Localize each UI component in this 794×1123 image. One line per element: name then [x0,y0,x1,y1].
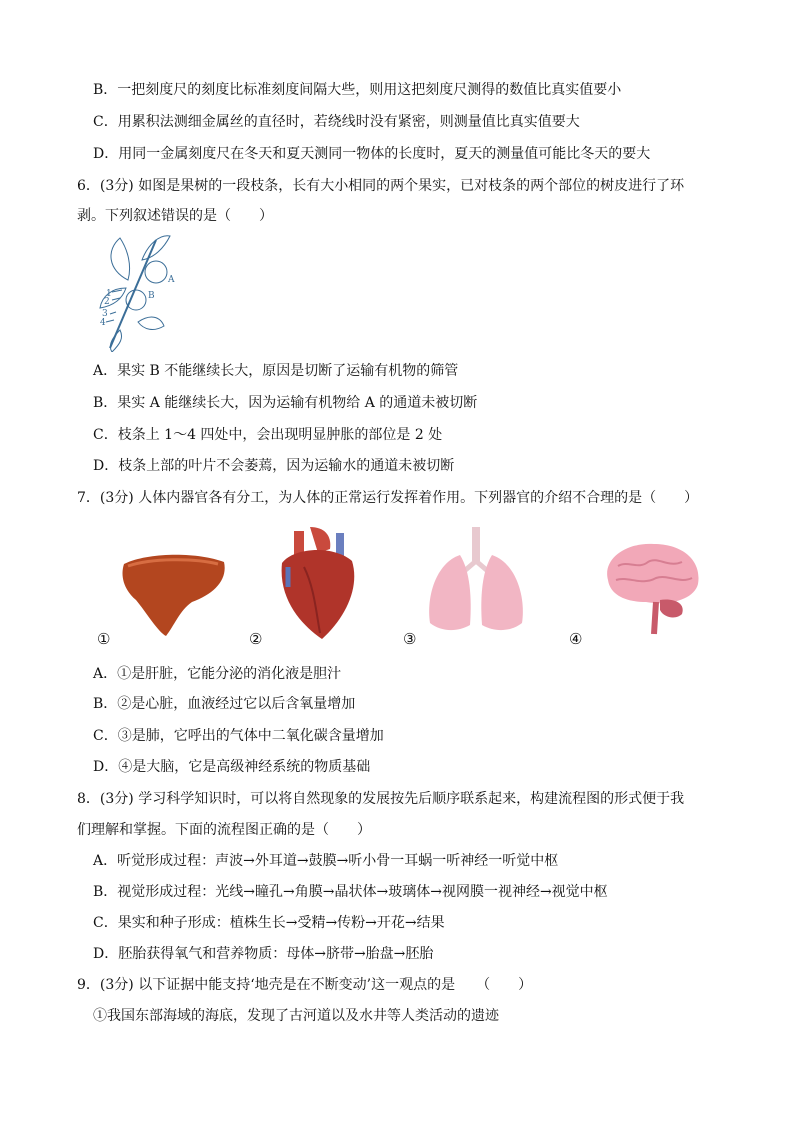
q5-option-b: B．一把刻度尺的刻度比标准刻度间隔大些，则用这把刻度尺测得的数值比真实值要小 [93,82,622,98]
lungs-image [426,527,526,635]
q8-option-d: D．胚胎获得氧气和营养物质：母体→脐带→胎盘→胚胎 [93,946,434,962]
organ-label-4: ④ [569,630,583,648]
leaf [138,317,164,329]
organ-label-2: ② [249,630,263,648]
q8-option-b: B．视觉形成过程：光线→瞳孔→角膜→晶状体→玻璃体→视网膜一视神经→视觉中枢 [93,884,608,900]
q8-stem-line1: 8．(3分) 学习科学知识时，可以将自然现象的发展按先后顺序联系起来，构建流程图的形式便于我 [77,791,685,807]
label-1: 1 [106,289,112,299]
q8-option-a: A．听觉形成过程：声波→外耳道→鼓膜→听小骨一耳蜗一听神经一听觉中枢 [93,853,559,869]
leaf [111,238,130,280]
q6-option-c: C．枝条上 1～4 四处中，会出现明显肿胀的部位是 2 处 [93,427,443,443]
q8-stem-line2: 们理解和掌握。下面的流程图正确的是（ ） [77,822,371,838]
q5-option-c: C．用累积法测细金属丝的直径时，若绕线时没有紧密，则测量值比真实值要大 [93,114,580,130]
label-a: A [168,275,175,285]
organ-label-3: ③ [403,630,417,648]
q6-stem-line2: 剥。下列叙述错误的是（ ） [77,208,273,224]
q7-option-b: B．②是心脏，血液经过它以后含氧量增加 [93,696,356,712]
heart-image [274,527,360,641]
q6-stem-line1: 6．(3分) 如图是果树的一段枝条，长有大小相同的两个果实，已对枝条的两个部位的树皮进行了环 [77,178,685,194]
fruit-b [126,290,146,310]
leaf [142,236,170,260]
q7-option-c: C．③是肺，它呼出的气体中二氧化碳含量增加 [93,728,384,744]
label-2: 2 [104,297,110,307]
brain-image [598,540,704,636]
q6-option-d: D．枝条上部的叶片不会萎蔫，因为运输水的通道未被切断 [93,458,455,474]
q6-option-a: A．果实 B 不能继续长大，原因是切断了运输有机物的筛管 [93,363,459,379]
label-4: 4 [100,318,106,328]
q7-option-a: A．①是肝脏，它能分泌的消化液是胆汁 [93,666,342,682]
q7-stem: 7．(3分) 人体内器官各有分工，为人体的正常运行发挥着作用。下列器官的介绍不合理的是（ ） [77,490,699,506]
q5-option-d: D．用同一金属刻度尺在冬天和夏天测同一物体的长度时，夏天的测量值可能比冬天的要大 [93,146,651,162]
q8-option-c: C．果实和种子形成：植株生长→受精→传粉→开花→结果 [93,915,445,931]
organ-label-1: ① [97,630,111,648]
q9-stem: 9．(3分) 以下证据中能支持‘地壳是在不断变动’这一观点的是 （ ） [77,977,533,993]
label-3: 3 [102,309,108,319]
branch-figure [98,230,178,352]
label-b: B [148,291,155,301]
liver-image [118,550,230,640]
fruit-a [145,261,167,283]
q7-option-d: D．④是大脑，它是高级神经系统的物质基础 [93,759,371,775]
q9-item-1: ①我国东部海域的海底，发现了古河道以及水井等人类活动的遗迹 [93,1008,499,1024]
q6-option-b: B．果实 A 能继续长大，因为运输有机物给 A 的通道未被切断 [93,395,478,411]
